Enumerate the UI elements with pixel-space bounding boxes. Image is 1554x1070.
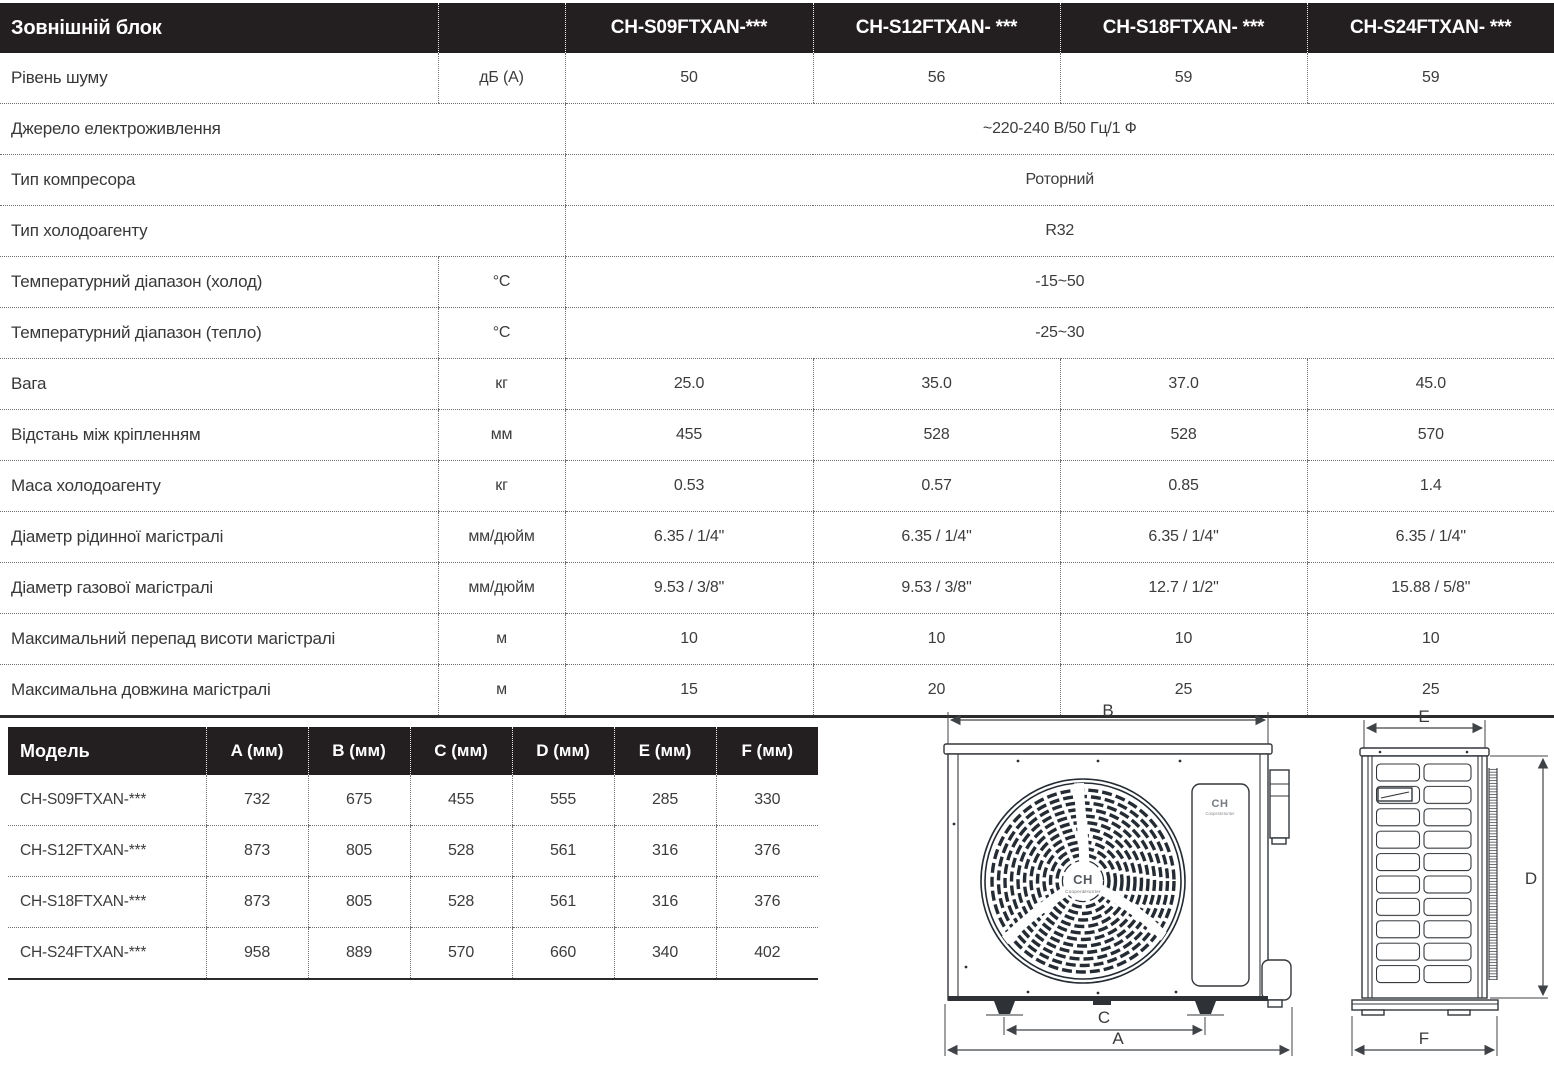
dims-value-cell: 555 [512,775,614,826]
ch-logo: CH [1073,872,1093,887]
spec-unit-cell: дБ (А) [438,53,565,104]
dims-value-cell: 561 [512,826,614,877]
spec-merged-value-cell: -15~50 [565,257,1554,308]
dims-value-cell: 570 [410,928,512,980]
spec-value-cell: 45.0 [1307,359,1554,410]
spec-value-cell: 15.88 / 5/8" [1307,563,1554,614]
model-header-s12: CH-S12FTXAN- *** [813,3,1060,53]
spec-row-label: Тип холодоагенту [0,206,565,257]
spec-value-cell: 0.85 [1060,461,1307,512]
dimension-b [948,704,1268,750]
spec-row-label: Джерело електроживлення [0,104,565,155]
spec-unit-cell: кг [438,461,565,512]
spec-unit-cell: °С [438,308,565,359]
dims-value-cell: 285 [614,775,716,826]
dims-header-row [8,727,818,775]
spec-row [0,410,1554,461]
spec-row-label: Максимальний перепад висоти магістралі [0,614,438,665]
ch-logo-subtext: Cooper&Hunter [1065,889,1101,894]
spec-row [0,155,1554,206]
dims-row [8,928,818,980]
spec-row-label: Максимальна довжина магістралі [0,665,438,717]
spec-header-row [0,3,1554,53]
dims-row [8,775,818,826]
spec-row [0,665,1554,717]
unit-base-band [948,996,1268,1001]
coil-fins [1489,768,1497,980]
dims-value-cell: 316 [614,826,716,877]
dims-header-f: F (мм) [716,727,818,775]
spec-value-cell: 10 [1060,614,1307,665]
spec-row [0,53,1554,104]
spec-value-cell: 25 [1307,665,1554,717]
spec-row [0,206,1554,257]
spec-table [0,3,1554,718]
spec-value-cell: 528 [1060,410,1307,461]
dim-label-f: F [1418,1029,1430,1048]
spec-table-title: Зовнішній блок [0,3,438,53]
spec-value-cell: 10 [1307,614,1554,665]
dims-value-cell: 732 [206,775,308,826]
dims-value-cell: 330 [716,775,818,826]
model-header-s24: CH-S24FTXAN- *** [1307,3,1554,53]
side-base [1352,1000,1498,1015]
dims-value-cell: 455 [410,775,512,826]
dims-model-cell: CH-S24FTXAN-*** [8,928,206,980]
spec-row [0,461,1554,512]
spec-value-cell: 25 [1060,665,1307,717]
spec-row-label: Вага [0,359,438,410]
dimension-f [1352,1016,1497,1056]
dim-label-c: C [1097,1008,1111,1027]
spec-value-cell: 50 [565,53,813,104]
spec-row-label: Маса холодоагенту [0,461,438,512]
ch-logo-subtext: Cooper&Hunter [1205,811,1235,816]
front-view-drawing [928,704,1310,1066]
dims-header-c: C (мм) [410,727,512,775]
dim-label-e: E [1418,707,1430,726]
spec-row [0,257,1554,308]
spec-row [0,308,1554,359]
dims-model-cell: CH-S18FTXAN-*** [8,877,206,928]
dimension-d [1490,756,1548,998]
spec-value-cell: 12.7 / 1/2" [1060,563,1307,614]
spec-value-cell: 9.53 / 3/8" [565,563,813,614]
dims-value-cell: 528 [410,826,512,877]
spec-value-cell: 528 [813,410,1060,461]
spec-value-cell: 10 [565,614,813,665]
spec-unit-header [438,3,565,53]
spec-value-cell: 59 [1060,53,1307,104]
dims-value-cell: 805 [308,826,410,877]
dims-model-cell: CH-S12FTXAN-*** [8,826,206,877]
spec-value-cell: 56 [813,53,1060,104]
dims-model-cell: CH-S09FTXAN-*** [8,775,206,826]
dimension-a [945,1004,1292,1056]
spec-unit-cell: мм/дюйм [438,512,565,563]
dims-value-cell: 376 [716,826,818,877]
spec-value-cell: 6.35 / 1/4" [1060,512,1307,563]
dims-row [8,826,818,877]
dim-label-d: D [1524,869,1538,888]
dim-label-a: A [1112,1029,1124,1048]
spec-value-cell: 37.0 [1060,359,1307,410]
dims-value-cell: 889 [308,928,410,980]
spec-row-label: Діаметр газової магістралі [0,563,438,614]
dims-value-cell: 376 [716,877,818,928]
spec-value-cell: 25.0 [565,359,813,410]
spec-unit-cell: мм [438,410,565,461]
spec-value-cell: 6.35 / 1/4" [813,512,1060,563]
dims-value-cell: 528 [410,877,512,928]
spec-row [0,359,1554,410]
dims-row [8,877,818,928]
spec-value-cell: 6.35 / 1/4" [565,512,813,563]
model-header-s09: CH-S09FTXAN-*** [565,3,813,53]
valve-terminal-block [1270,770,1289,844]
spec-row [0,512,1554,563]
spec-unit-cell: мм/дюйм [438,563,565,614]
spec-unit-cell: кг [438,359,565,410]
unit-top-cap [944,744,1272,754]
spec-value-cell: 455 [565,410,813,461]
dims-header-e: E (мм) [614,727,716,775]
spec-value-cell: 9.53 / 3/8" [813,563,1060,614]
spec-unit-cell: м [438,665,565,717]
spec-merged-value-cell: ~220-240 В/50 Гц/1 Ф [565,104,1554,155]
dimension-c [1004,1008,1205,1035]
spec-merged-value-cell: -25~30 [565,308,1554,359]
spec-row [0,104,1554,155]
spec-row-label: Відстань між кріпленням [0,410,438,461]
model-header-s18: CH-S18FTXAN- *** [1060,3,1307,53]
spec-value-cell: 570 [1307,410,1554,461]
spec-row-label: Рівень шуму [0,53,438,104]
spec-row-label: Температурний діапазон (холод) [0,257,438,308]
spec-row-label: Діаметр рідинної магістралі [0,512,438,563]
dimensions-table [8,727,818,980]
spec-value-cell: 1.4 [1307,461,1554,512]
spec-row-label: Температурний діапазон (тепло) [0,308,438,359]
spec-value-cell: 0.53 [565,461,813,512]
dims-value-cell: 805 [308,877,410,928]
spec-row [0,563,1554,614]
spec-unit-cell: м [438,614,565,665]
dims-value-cell: 316 [614,877,716,928]
dims-value-cell: 675 [308,775,410,826]
ch-logo: CH [1211,798,1229,810]
spec-merged-value-cell: R32 [565,206,1554,257]
dims-value-cell: 873 [206,877,308,928]
spec-value-cell: 59 [1307,53,1554,104]
spec-value-cell: 20 [813,665,1060,717]
dims-value-cell: 660 [512,928,614,980]
dims-value-cell: 958 [206,928,308,980]
dims-value-cell: 402 [716,928,818,980]
dims-header-model: Модель [8,727,206,775]
spec-value-cell: 35.0 [813,359,1060,410]
dims-header-b: B (мм) [308,727,410,775]
handle [1378,788,1412,801]
spec-value-cell: 0.57 [813,461,1060,512]
dims-value-cell: 561 [512,877,614,928]
spec-row [0,614,1554,665]
dims-header-a: A (мм) [206,727,308,775]
spec-value-cell: 15 [565,665,813,717]
dim-label-b: B [1102,704,1114,720]
dims-header-d: D (мм) [512,727,614,775]
dims-value-cell: 873 [206,826,308,877]
spec-row-label: Тип компресора [0,155,565,206]
spec-unit-cell: °С [438,257,565,308]
dimension-e [1364,707,1485,750]
spec-value-cell: 6.35 / 1/4" [1307,512,1554,563]
dims-value-cell: 340 [614,928,716,980]
side-view-drawing [1332,704,1554,1066]
drain-fitting [1093,1001,1111,1005]
spec-merged-value-cell: Роторний [565,155,1554,206]
spec-value-cell: 10 [813,614,1060,665]
